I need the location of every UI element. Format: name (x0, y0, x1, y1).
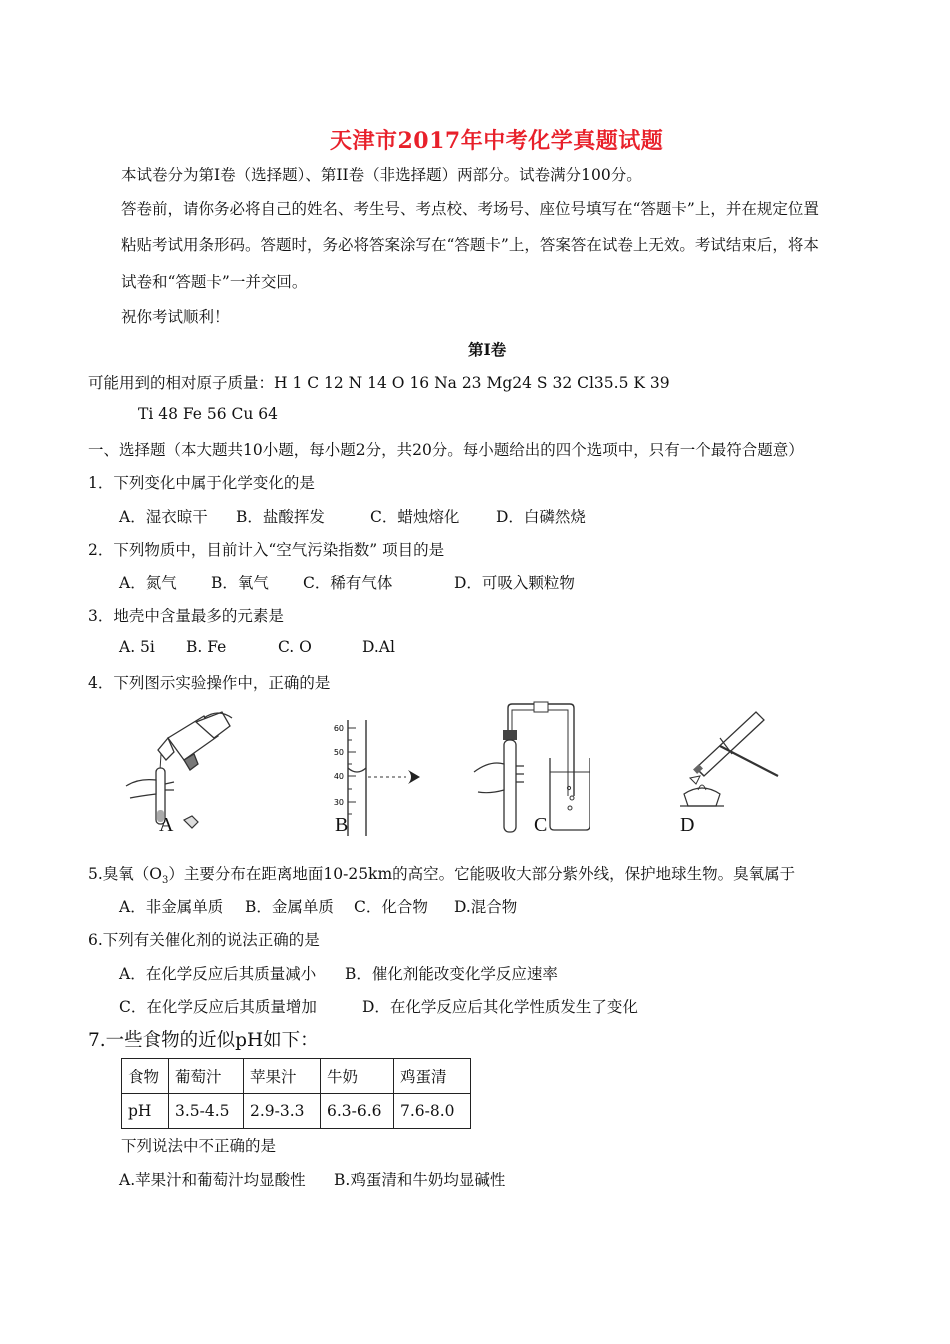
q3-option-a: A. 5i (119, 638, 155, 656)
table-header-cell: 食物 (122, 1059, 169, 1094)
cylinder-tick-60: 60 (333, 724, 344, 733)
cylinder-tick-50: 50 (333, 748, 344, 757)
figure-c-label: C (534, 814, 548, 836)
q1-option-c: C．蜡烛熔化 (370, 508, 460, 526)
part-one-heading: 一、选择题（本大题共10小题，每小题2分，共20分。每小题给出的四个选项中，只有一个最符合题意） (88, 441, 804, 459)
figure-a-pouring-illustration (118, 708, 236, 838)
table-cell: 3.5-4.5 (169, 1094, 244, 1129)
q5-option-c: C．化合物 (354, 898, 428, 916)
q6-stem: 6.下列有关催化剂的说法正确的是 (88, 931, 320, 949)
table-cell: 2.9-3.3 (244, 1094, 321, 1129)
q3-option-b: B. Fe (186, 638, 227, 656)
q1-stem: 1．下列变化中属于化学变化的是 (88, 474, 315, 492)
q6-option-a: A．在化学反应后其质量减小 (119, 965, 317, 983)
q2-option-d: D．可吸入颗粒物 (454, 574, 575, 592)
figure-b-label: B (335, 814, 349, 836)
q5-stem-subscript: 3 (162, 875, 169, 887)
q5-option-a: A．非金属单质 (119, 898, 224, 916)
intro-line-5: 祝你考试顺利！ (121, 308, 230, 326)
table-header-cell: 牛奶 (321, 1059, 394, 1094)
q5-option-d: D.混合物 (454, 898, 518, 916)
q5-stem-a: 5.臭氧（O (88, 865, 162, 883)
q1-option-d: D．白磷然烧 (496, 508, 586, 526)
q7-option-b: B.鸡蛋清和牛奶均显碱性 (334, 1171, 506, 1189)
section-title: 第Ⅰ卷 (468, 340, 507, 359)
atomic-masses-line-2: Ti 48 Fe 56 Cu 64 (138, 405, 279, 423)
intro-line-2: 答卷前，请你务必将自己的姓名、考生号、考点校、考场号、座位号填写在“答题卡”上，并在规定位置 (121, 200, 819, 218)
q3-option-c: C. O (278, 638, 312, 656)
q3-option-d: D.Al (362, 638, 395, 656)
page-title: 天津市2017年中考化学真题试题 (330, 128, 664, 154)
q7-question: 下列说法中不正确的是 (121, 1137, 277, 1155)
ph-table (121, 1058, 471, 1129)
intro-line-4: 试卷和“答题卡”一并交回。 (121, 273, 308, 291)
q2-stem: 2．下列物质中，目前计入“空气污染指数” 项目的是 (88, 541, 445, 559)
q7-stem: 7.一些食物的近似pH如下： (88, 1030, 319, 1051)
q6-option-c: C．在化学反应后其质量增加 (119, 998, 317, 1016)
table-cell: 6.3-6.6 (321, 1094, 394, 1129)
table-header-cell: 葡萄汁 (169, 1059, 244, 1094)
q6-option-b: B．催化剂能改变化学反应速率 (345, 965, 558, 983)
table-row (122, 1094, 471, 1129)
q4-stem: 4．下列图示实验操作中，正确的是 (88, 674, 331, 692)
q5-option-b: B．金属单质 (245, 898, 334, 916)
intro-line-1: 本试卷分为第Ⅰ卷（选择题）、第II卷（非选择题）两部分。试卷满分100分。 (121, 166, 642, 184)
q1-option-a: A．湿衣晾干 (119, 508, 208, 526)
figure-c-airtightness-illustration (470, 700, 590, 836)
figure-d-heating-illustration (660, 706, 780, 816)
q5-stem-b: ）主要分布在距离地面10-25km的高空。它能吸收大部分紫外线，保护地球生物。臭氧属于 (168, 865, 796, 883)
q5-stem (88, 862, 795, 886)
table-header-cell: 鸡蛋清 (394, 1059, 471, 1094)
cylinder-tick-30: 30 (333, 798, 344, 807)
figure-d-label: D (680, 814, 695, 836)
q2-option-c: C．稀有气体 (303, 574, 393, 592)
q2-option-a: A．氮气 (119, 574, 177, 592)
table-row (122, 1059, 471, 1094)
intro-line-3: 粘贴考试用条形码。答题时，务必将答案涂写在“答题卡”上，答案答在试卷上无效。考试结束后，将本 (121, 236, 819, 254)
table-cell: pH (122, 1094, 169, 1129)
q3-stem: 3．地壳中含量最多的元素是 (88, 607, 284, 625)
q6-option-d: D．在化学反应后其化学性质发生了变化 (362, 998, 638, 1016)
table-cell: 7.6-8.0 (394, 1094, 471, 1129)
cylinder-tick-40: 40 (333, 772, 344, 781)
q7-option-a: A.苹果汁和葡萄汁均显酸性 (119, 1171, 306, 1189)
q2-option-b: B．氧气 (211, 574, 269, 592)
q1-option-b: B．盐酸挥发 (236, 508, 325, 526)
figure-a-label: A (159, 814, 174, 836)
atomic-masses-line-1: 可能用到的相对原子质量：H 1 C 12 N 14 O 16 Na 23 Mg24 S 32 Cl35.5 K 39 (88, 374, 670, 392)
table-header-cell: 苹果汁 (244, 1059, 321, 1094)
